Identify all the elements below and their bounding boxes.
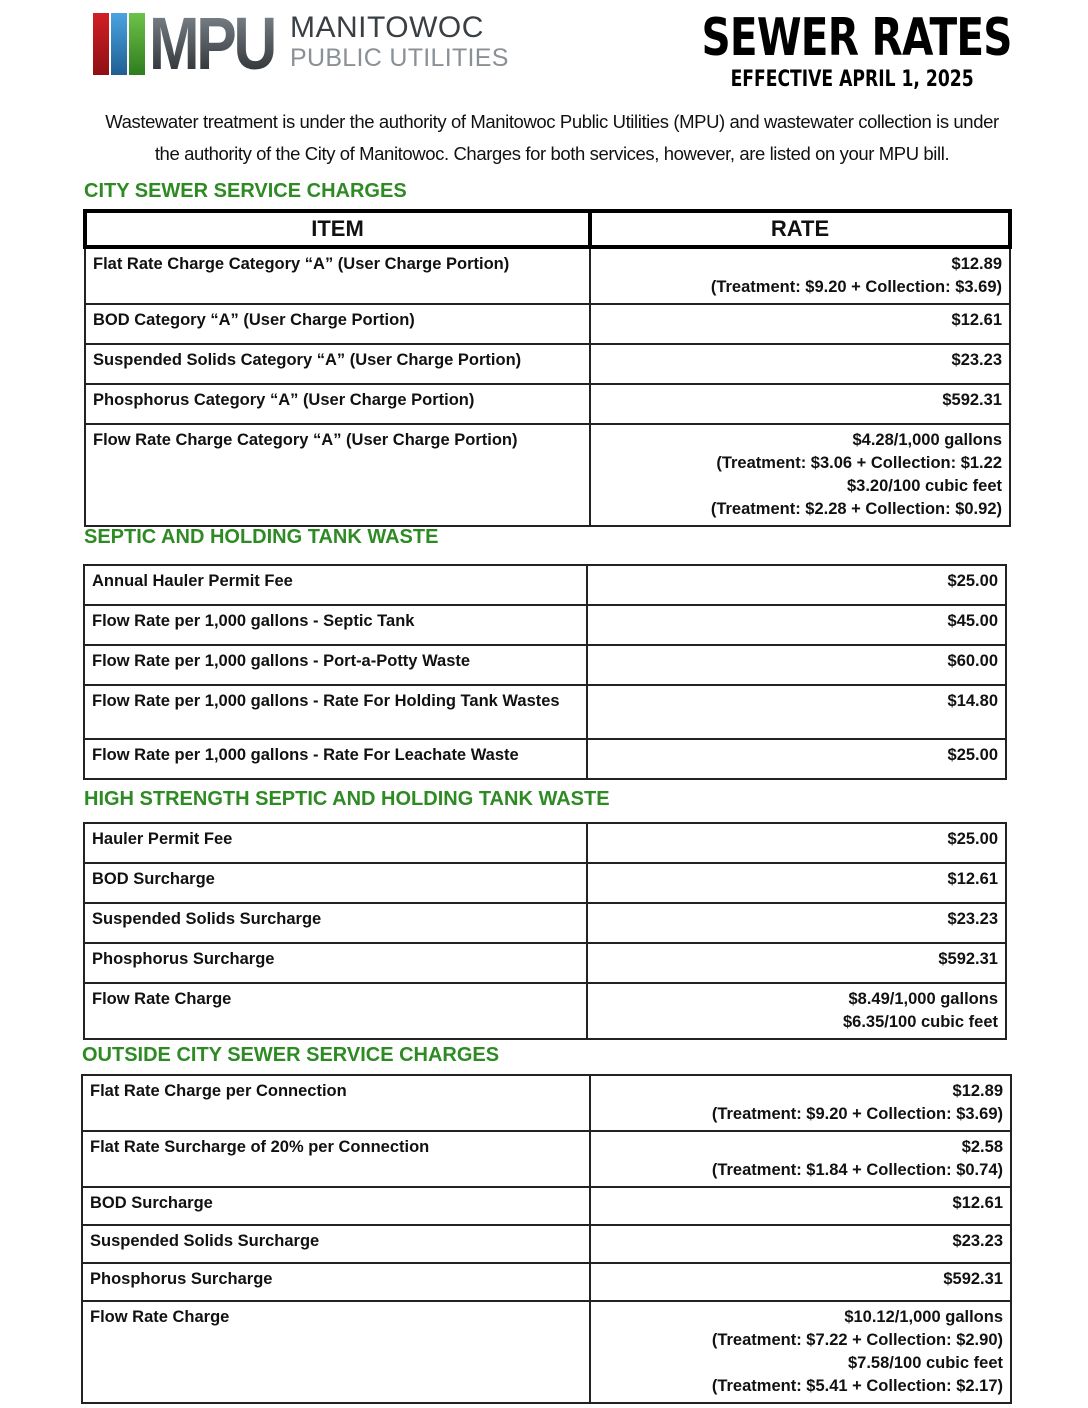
- rate-cell: [590, 247, 1010, 304]
- rate-cell: $23.23: [590, 344, 1010, 384]
- rate-cell: [590, 1075, 1011, 1131]
- item-cell: Suspended Solids Surcharge: [82, 1225, 590, 1263]
- rate-cell: $25.00: [587, 739, 1006, 779]
- rate-cell: $45.00: [587, 605, 1006, 645]
- page-title: SEWER RATES: [701, 8, 1012, 68]
- rate-value: $10.12/1,000 gallons: [844, 1308, 1003, 1326]
- rate-value: $6.35/100 cubic feet: [842, 1013, 998, 1031]
- item-cell: Annual Hauler Permit Fee: [84, 565, 587, 605]
- rate-cell: $25.00: [587, 823, 1006, 863]
- item-cell: Flow Rate per 1,000 gallons - Rate For Holding Tank Wastes: [84, 685, 587, 739]
- rate-breakdown: (Treatment: $1.84 + Collection: $0.74): [711, 1161, 1003, 1179]
- rate-cell: [590, 1131, 1011, 1187]
- item-cell: Flow Rate Charge Category “A” (User Charge Portion): [85, 424, 590, 526]
- rate-value: $3.20/100 cubic feet: [846, 477, 1002, 495]
- table-row: [84, 823, 1006, 863]
- column-header-rate: RATE: [590, 211, 1010, 247]
- table-row: [82, 1225, 1011, 1263]
- rate-cell: $23.23: [590, 1225, 1011, 1263]
- table-row: [85, 384, 1010, 424]
- rate-cell: [587, 983, 1006, 1039]
- rate-cell: $592.31: [587, 943, 1006, 983]
- table-row: [84, 983, 1006, 1039]
- rate-cell: $592.31: [590, 1263, 1011, 1301]
- septic-table: [83, 564, 1007, 780]
- table-row: [85, 304, 1010, 344]
- item-cell: Flat Rate Surcharge of 20% per Connection: [82, 1131, 590, 1187]
- section-heading-high-strength: HIGH STRENGTH SEPTIC AND HOLDING TANK WASTE: [84, 788, 610, 810]
- rate-cell: $14.80: [587, 685, 1006, 739]
- item-cell: Suspended Solids Surcharge: [84, 903, 587, 943]
- item-cell: Flat Rate Charge Category “A” (User Charge Portion): [85, 247, 590, 304]
- table-row: [84, 739, 1006, 779]
- outside-city-table: [81, 1074, 1012, 1404]
- rate-value: $7.58/100 cubic feet: [847, 1354, 1003, 1372]
- rate-breakdown: (Treatment: $9.20 + Collection: $3.69): [711, 1105, 1003, 1123]
- section-heading-outside-city: OUTSIDE CITY SEWER SERVICE CHARGES: [82, 1044, 500, 1066]
- logo-line-1: MANITOWOC: [290, 11, 484, 44]
- logo-line-2: PUBLIC UTILITIES: [290, 44, 509, 72]
- rate-cell: $592.31: [590, 384, 1010, 424]
- rate-cell: $23.23: [587, 903, 1006, 943]
- rate-cell: $12.61: [587, 863, 1006, 903]
- table-row: [85, 247, 1010, 304]
- item-cell: Phosphorus Surcharge: [84, 943, 587, 983]
- table-row: [84, 903, 1006, 943]
- item-cell: Hauler Permit Fee: [84, 823, 587, 863]
- rate-breakdown: (Treatment: $7.22 + Collection: $2.90): [711, 1331, 1003, 1349]
- table-row: [82, 1075, 1011, 1131]
- table-row: [84, 605, 1006, 645]
- rate-cell: $12.61: [590, 304, 1010, 344]
- table-row: [82, 1263, 1011, 1301]
- document-title-block: [614, 8, 1012, 92]
- item-cell: Phosphorus Category “A” (User Charge Portion): [85, 384, 590, 424]
- item-cell: Flow Rate Charge: [82, 1301, 590, 1403]
- table-row: [84, 685, 1006, 739]
- rate-breakdown: (Treatment: $2.28 + Collection: $0.92): [710, 500, 1002, 518]
- item-cell: Phosphorus Surcharge: [82, 1263, 590, 1301]
- mpu-logo: [93, 2, 301, 85]
- rate-breakdown: (Treatment: $3.06 + Collection: $1.22: [716, 454, 1002, 472]
- table-row: [84, 645, 1006, 685]
- item-cell: Suspended Solids Category “A” (User Charge Portion): [85, 344, 590, 384]
- column-header-item: ITEM: [85, 211, 590, 247]
- high-strength-table: [83, 822, 1007, 1040]
- item-cell: BOD Surcharge: [82, 1187, 590, 1225]
- item-cell: BOD Surcharge: [84, 863, 587, 903]
- intro-paragraph: Wastewater treatment is under the authority of Manitowoc Public Utilities (MPU) and wastewater collection is under the authority of the City of Manitowoc. Charges for both services, however, are listed on your MPU bill.: [105, 111, 999, 164]
- table-row: [84, 565, 1006, 605]
- logo-wordmark: [290, 12, 509, 72]
- logo-abbrev: MPU: [149, 2, 275, 85]
- table-row: [85, 344, 1010, 384]
- rate-cell: [590, 424, 1010, 526]
- logo-color-bars-icon: [93, 13, 145, 75]
- table-row: [85, 424, 1010, 526]
- rate-value: $2.58: [961, 1138, 1003, 1156]
- rate-breakdown: (Treatment: $9.20 + Collection: $3.69): [710, 278, 1002, 296]
- item-cell: Flow Rate per 1,000 gallons - Septic Tank: [84, 605, 587, 645]
- rate-cell: [590, 1301, 1011, 1403]
- section-heading-city-sewer: CITY SEWER SERVICE CHARGES: [84, 180, 407, 202]
- table-row: [84, 863, 1006, 903]
- item-cell: BOD Category “A” (User Charge Portion): [85, 304, 590, 344]
- rate-value: $12.89: [952, 1082, 1003, 1100]
- rate-cell: $12.61: [590, 1187, 1011, 1225]
- section-heading-septic: SEPTIC AND HOLDING TANK WASTE: [84, 526, 439, 548]
- item-cell: Flow Rate per 1,000 gallons - Port-a-Potty Waste: [84, 645, 587, 685]
- table-header-row: [85, 211, 1010, 247]
- rate-value: $4.28/1,000 gallons: [852, 431, 1002, 449]
- rate-value: $12.89: [951, 255, 1002, 273]
- city-sewer-table: [83, 209, 1012, 527]
- rate-value: $8.49/1,000 gallons: [848, 990, 998, 1008]
- table-row: [82, 1301, 1011, 1403]
- effective-date: EFFECTIVE APRIL 1, 2025: [730, 67, 974, 92]
- rate-cell: $25.00: [587, 565, 1006, 605]
- table-row: [84, 943, 1006, 983]
- table-row: [82, 1187, 1011, 1225]
- table-row: [82, 1131, 1011, 1187]
- item-cell: Flow Rate Charge: [84, 983, 587, 1039]
- rate-breakdown: (Treatment: $5.41 + Collection: $2.17): [711, 1377, 1003, 1395]
- item-cell: Flat Rate Charge per Connection: [82, 1075, 590, 1131]
- item-cell: Flow Rate per 1,000 gallons - Rate For Leachate Waste: [84, 739, 587, 779]
- rate-cell: $60.00: [587, 645, 1006, 685]
